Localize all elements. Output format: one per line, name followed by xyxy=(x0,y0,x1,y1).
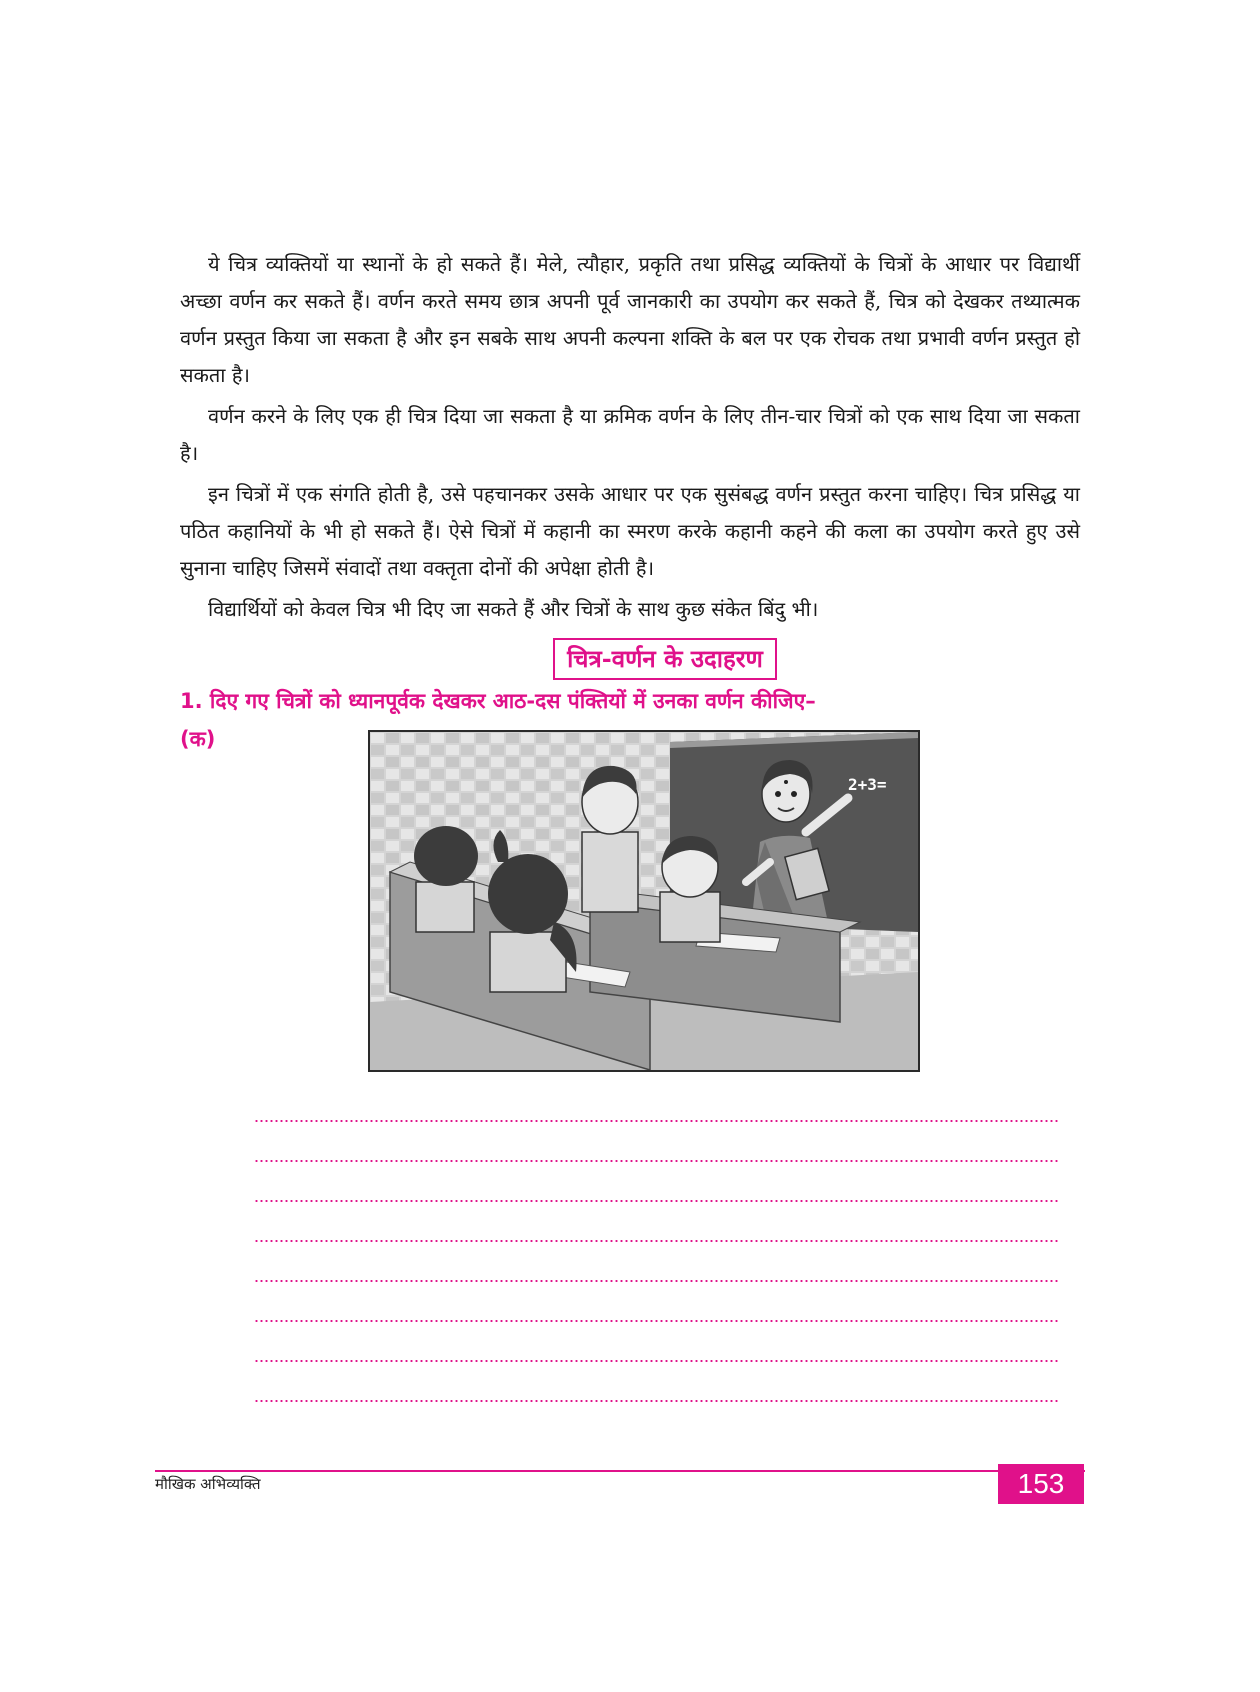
section-heading-wrap xyxy=(0,638,1260,680)
answer-line[interactable] xyxy=(254,1360,1060,1362)
section-heading: चित्र-वर्णन के उदाहरण xyxy=(553,638,777,680)
answer-line[interactable] xyxy=(254,1240,1060,1242)
sub-question-label: (क) xyxy=(180,727,216,751)
blackboard-equation: 2+3= xyxy=(848,775,887,794)
paragraph-4: विद्यार्थियों को केवल चित्र भी दिए जा सकते हैं और चित्रों के साथ कुछ संकेत बिंदु भी। xyxy=(208,597,819,621)
classroom-illustration xyxy=(368,730,920,1072)
answer-lines xyxy=(254,1120,1060,1440)
answer-line[interactable] xyxy=(254,1400,1060,1402)
answer-line[interactable] xyxy=(254,1200,1060,1202)
paragraph-1: ये चित्र व्यक्तियों या स्थानों के हो सकते हैं। मेले, त्यौहार, प्रकृति तथा प्रसिद्ध व्यक्तियों के चित्रों के आधार पर विद्यार्थी अच्छा वर्णन कर सकते हैं। वर्णन करते समय छात्र अपनी पूर्व जानकारी का उपयोग कर सकते हैं, चित्र को देखकर तथ्यात्मक वर्णन प्रस्तुत किया जा सकता है और इन सबके साथ अपनी कल्पना शक्ति के बल पर एक रोचक तथा प्रभावी वर्णन प्रस्तुत हो सकता है। xyxy=(180,252,1080,387)
answer-line[interactable] xyxy=(254,1160,1060,1162)
question-text: 1. दिए गए चित्रों को ध्यानपूर्वक देखकर आठ-दस पंक्तियों में उनका वर्णन कीजिए– xyxy=(180,689,816,713)
answer-line[interactable] xyxy=(254,1120,1060,1122)
answer-line[interactable] xyxy=(254,1320,1060,1322)
classroom-drawing xyxy=(370,732,918,1070)
paragraph-2: वर्णन करने के लिए एक ही चित्र दिया जा सकता है या क्रमिक वर्णन के लिए तीन-चार चित्रों को एक साथ दिया जा सकता है। xyxy=(180,404,1080,465)
paragraph-3: इन चित्रों में एक संगति होती है, उसे पहचानकर उसके आधार पर एक सुसंबद्ध वर्णन प्रस्तुत करना चाहिए। चित्र प्रसिद्ध या पठित कहानियों के भी हो सकते हैं। ऐसे चित्रों में कहानी का स्मरण करके कहानी कहने की कला का उपयोग करते हुए उसे सुनाना चाहिए जिसमें संवादों तथा वक्तृता दोनों की अपेक्षा होती है। xyxy=(180,482,1080,580)
page-number: 153 xyxy=(998,1464,1084,1504)
answer-line[interactable] xyxy=(254,1280,1060,1282)
chapter-name: मौखिक अभिव्यक्ति xyxy=(155,1475,261,1493)
standing-boy xyxy=(582,766,638,912)
footer-rule xyxy=(155,1470,1085,1472)
body-text xyxy=(180,246,1080,632)
